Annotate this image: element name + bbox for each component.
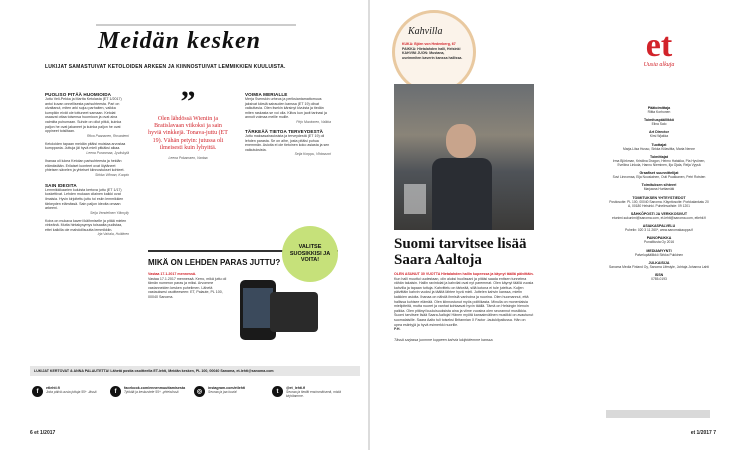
sanoma-bar xyxy=(606,410,710,418)
brand-tagline: Uusia alkuja xyxy=(643,62,675,68)
right-page xyxy=(370,0,738,450)
phone-dock-image xyxy=(270,292,318,332)
letter-body: Juttu maksasairauksista ja terveydestä (ET 19) oli lehden parasta. Se on aihe, josta pitäisi puhua enemmän. Asioita ei ole tietoinen koko asiasta ja sen vaikutuksista. xyxy=(245,133,330,152)
page-subtitle: LUKIJAT SAMASTUIVAT KETOLOIDEN ARKEEN JA KIINNOSTUIVAT LEMMIKKIEN KUULUISTA. xyxy=(45,64,286,70)
letter-author: Seija Korppu, Vihtavuori xyxy=(294,152,331,157)
letter-heading: TÄRKEÄÄ TIETOA TERVEYDESTÄ xyxy=(245,128,324,134)
letter-heading: SAIN IDEOITA xyxy=(45,182,77,188)
masthead-details: Päätoimittaja Riitta Korhonen Toimituspäällikkö Elina Salo Art Director Kirsi Wjakka Tuottajat Marja-Liisa Husso, Sirkka Kiilaviitta, Maria Nenne Toimittajat Irma Björkman, Kristiina Dragon, Heimo Hatakka, Pia Hyvönen, Eveliina Linkola, Hannu Nieminen, Ilja Ojala, Reija Vyysä Graafiset suunnittelijat Suvi Linnomaa, Eija Nousiainen, Outi Puakkanen, Petri Rotsten Toimituksen sihteeri Marjaana Hurttamäki TOIMITUKSEN YHTEYSTIEDOT Postiosoite: PL 100, 00040 Sanoma. Käyntiosoite: Porkkalankatu 20 A, 00180 Helsinki. Puhelinvaihde: 09 1201 SÄHKÖPOSTI JA VERKKOSIVUT etunimi.sukunimi@sanoma.com, et-lehti@sanoma.com, etlehti.fi ASIAKASPALVELU Puhelin: 020 3 11 260*, www.sanomakauppa.fi PAINOPAIKKA PunaMusta Oy 2016 MEDIAMYYNTI Palvelupäällikkö Sirkka Pukkinen JULKAISIJA Sanoma Media Finland Oy, Sanoma Lifestyle, Johtaja Johanna Lahti ISSN 0785-0193 xyxy=(608,106,709,282)
page-folio: et 1/2017 7 xyxy=(690,430,716,436)
letters-column-1 xyxy=(45,92,129,236)
poll-text xyxy=(148,272,230,300)
title-divider xyxy=(96,24,296,26)
letter-body: Koira on mukava kaveri ikäihmiselle ja pitää mielen virkeänä. Mutta hintakysymys toisaalta pudistaa, ettei kaikilla ole mahdollisuutta lemmikkiin. xyxy=(45,218,127,232)
win-sticker: VALITSE SUOSIKKISI JA VOITA! xyxy=(282,226,338,282)
letter-author: Sirkka Villman, Kuopio xyxy=(95,172,129,177)
letter-body: Ketoloiden tapaan meidän pitäisi muistaa arvostaa kumppania. Juttuja jäi hyvä mieli pitkäksi aikaa. xyxy=(45,141,126,151)
instagram-icon: ◎ xyxy=(194,386,205,397)
letter-body: Ihanaa oli lukea Ketolan parisuhteesta ja heidän elämästään. Erilaiset luonteet ovat löytäneet yhteisen sävelen ja yhteiset kiinnostukset kohteet. xyxy=(45,158,125,173)
letter-author: Seija Vendelinen Ylämylly xyxy=(90,210,129,215)
quote-text: Olen lähdössä Wieniin ja Bratislavaan viikoksi ja sain hyviä vinkkejä. Tonava-juttu (ET 19). Vähän petyin: jutussa oli ilmeisesti kuin lyhyittä. xyxy=(148,116,228,151)
social-links xyxy=(32,386,352,398)
letter-body: Juttu Veli-Pekka ja Martta Ketolasta (ET 1/2017) antoi kuvan onnellisesta parisuhteesta. Pari on olvaltanut, miten arki sujuu parhaiten, vaikka kumpikin eivät ole tottuneet samaan. Ketolat osaavat ottaa toisensa huomioon ja ovat aina valmiita puhumaan. Suhde on ollut pitkä, kuinka paljon he ovat jakaneet ja kuinka paljon he ovat oppineet toisiltaan. xyxy=(45,97,122,134)
letter-heading: VOIMIA MERIALLE xyxy=(245,92,288,97)
article-title: Suomi tarvitsee lisää Saara Aaltoja xyxy=(394,236,527,268)
page-title: Meidän kesken xyxy=(98,28,261,54)
footer-bar: LUKIJAT KERTOVAT & ANNA PALAUTETTA! Lähetä postia osoitteella ET-lehti, Meidän kesken, PL 100, 00040 Sanoma, et-lehti@sanoma.com xyxy=(30,366,360,376)
poll-title: MIKÄ ON LEHDEN PARAS JUTTU? xyxy=(148,258,281,267)
masthead xyxy=(604,27,714,68)
letter-author: Pirjo Muotonen, Valkka xyxy=(296,119,331,124)
letter-author: Leena Puranmaa, Jyväskylä xyxy=(86,150,129,155)
quote-mark-icon: ” xyxy=(180,85,196,118)
article-body: OLEN ASUNUT 30 VUOTTA Hietalahden hallin kupeessa ja käynyt täällä päivittäin. Kun halli muuttui uudestaan, olin aluksi huolissani ja pitäisi saada entisen tunnelma vähän takaisin. Hallin ravintolat ja kahvilat ovat nyt paremmat. Olen käynyt täällä vuosia kahvilla ja tapaan tuttuja. Kahvittelu on tärkeää, sillä kotona ei tule juteltua. Kuljen päivittäin kahvin vuoksi ja täältä lähtee hyvä mieli. Juttelen kahvin kanssa, mietin kaikkien asioita. Ihanaa on nähdä ihmisiä vanhoina ja nuorina. Olen huomannut, että hallissa kuhisee elämää. Olen kiinnostunut myös politiikasta. Minulla on monenlaisia mielipiteitä, mutta nuoret ja vanhat kohtaavat hyvin täällä. Tämä on Helsingin hienoin paikka. Olen pitänyt kuuluisuuksista aina ja viime vuosina olen seurannut musiikkia. Suomi tarvitsee lisää Saara Aaltoja! Hänen myötä kansainvälinen musiikki on avautunut suomalaisille. Saara Aalto tuli toiseksi Britannian X Factor -laulukilpailussa. Hän on upea esiintyjä ja hyvä esimerkki nuorille. P.H. Tässä sarjassa juomme kuppeen kahvia lukijoidemme kanssa. xyxy=(394,272,534,342)
social-item[interactable]: f etlehti.fi Joka päivä uusia juttuja 55+ -iässä xyxy=(32,386,106,398)
social-item[interactable]: ◎ instagram.com/etlehti Seuraa ja jaa kuvia! xyxy=(194,386,268,398)
letters-column-3 xyxy=(245,92,331,156)
letter-heading: PUOLISO PITÄÄ HUOMIOIDA xyxy=(45,92,112,97)
letter-author: Ritva Paananen, Rovaniemi xyxy=(86,133,129,138)
brand-logo: et xyxy=(645,27,673,64)
quote-author: Leena Pokamaen, Vantaa xyxy=(168,156,208,161)
poll-body: Vastaa 17.1.2017 mennessä. Kerro, mikä juttu oli tämän numeron paras ja miksi. Arvomme vastanneiden kesken puhelimen. Lähetä vastauksesi osoitteeseen: ET, Palaute, PL 100, 00040 Sanoma. xyxy=(148,276,227,299)
pull-quote xyxy=(148,85,228,161)
facebook-icon: f xyxy=(110,386,121,397)
left-page xyxy=(0,0,368,450)
section-title: Kahvilla xyxy=(408,26,443,37)
social-item[interactable]: f facebook.com/ennenmuuttamisesta Tykkää ja keskustele 55+ -yhteisössä xyxy=(110,386,190,398)
page-folio: 6 et 1/2017 xyxy=(30,430,56,436)
letter-body: Lemmikkikaarien kuluista kertova juttu (ET 1/17) koskettivat. Lehden mukaan cilainen kaikki ovat ilmaisia. Hyvin kirjoitettu juttu toi esiin lemmikkien tärkeyden elämässä. Sain paljon ideoita omaan arkeeni. xyxy=(45,187,124,211)
twitter-icon: t xyxy=(272,386,283,397)
letter-body: Merja Svenskin urheus ja periksiantamattomuus jaksivat kärsiä sairauden kanssa (ET 19) olivat vaikuttavia. Olen itsekin kärsinyt kivuista ja tiedän miten raskasta se voi olla. Kiitos kun jaoit tarinasi ja annoit voimaa meille muille. xyxy=(245,97,327,120)
website-icon: f xyxy=(32,386,43,397)
social-item[interactable]: t @et_lehti.fi Seuraa ja tiedät ensimmäisenä, mistä kirjoitamme. xyxy=(272,386,352,398)
poll-deadline: Vastaa 17.1.2017 mennessä. xyxy=(148,272,196,276)
portrait-photo xyxy=(394,84,534,230)
kahvila-info: KUKA: Björn von Hedenberg, 67 PAIKKA: Hietalahden halli, Helsinki KAHVINI JUON: Mustana, useimmiten kaverin kanssa hallissa. xyxy=(402,42,463,60)
letter-author: Irja Vahala, Huittinen xyxy=(97,232,129,237)
